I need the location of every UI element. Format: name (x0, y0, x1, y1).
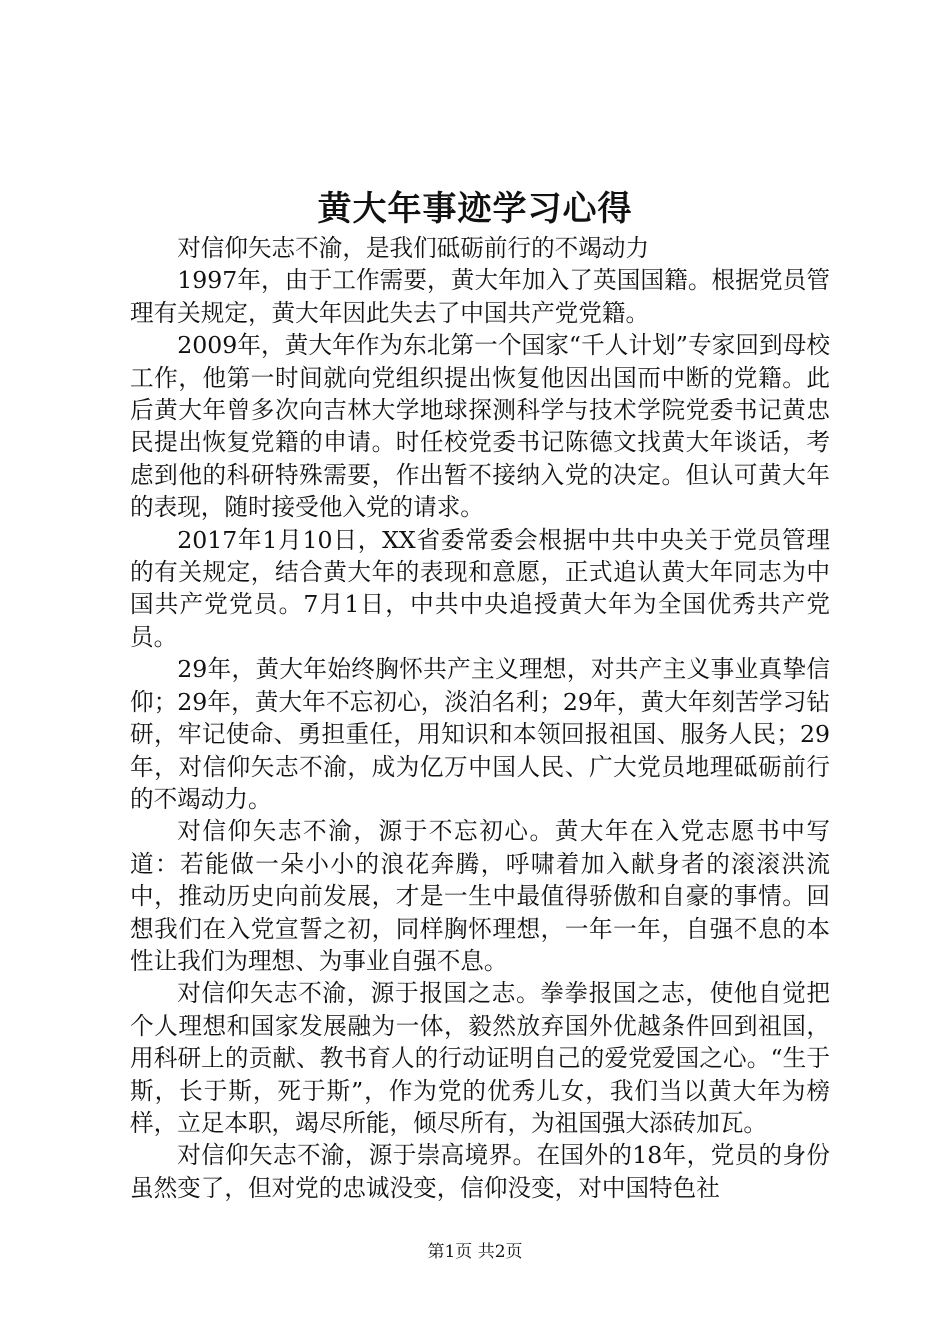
document-body (130, 232, 830, 1204)
paragraph: 对信仰矢志不渝，源于崇高境界。在国外的18年，党员的身份虽然变了，但对党的忠诚没变，信仰没变，对中国特色社 (130, 1141, 830, 1202)
paragraph: 2009年，黄大年作为东北第一个国家“千人计划”专家回到母校工作，他第一时间就向党组织提出恢复他因出国而中断的党籍。此后黄大年曾多次向吉林大学地球探测科学与技术学院党委书记黄忠民提出恢复党籍的申请。时任校党委书记陈德文找黄大年谈话，考虑到他的科研特殊需要，作出暂不接纳入党的决定。但认可黄大年的表现，随时接受他入党的请求。 (130, 331, 830, 522)
paragraph: 2017年1月10日，XX省委常委会根据中共中央关于党员管理的有关规定，结合黄大年的表现和意愿，正式追认黄大年同志为中国共产党党员。7月1日，中共中央追授黄大年为全国优秀共产党员。 (130, 525, 830, 651)
paragraph-subtitle: 对信仰矢志不渝，是我们砥砺前行的不竭动力 (177, 234, 650, 262)
paragraph: 对信仰矢志不渝，源于不忘初心。黄大年在入党志愿书中写道：若能做一朵小小的浪花奔腾，呼啸着加入献身者的滚滚洪流中，推动历史向前发展，才是一生中最值得骄傲和自豪的事情。回想我们在入党宣誓之初，同样胸怀理想，一年一年，自强不息的本性让我们为理想、为事业自强不息。 (130, 817, 830, 975)
document-title: 黄大年事迹学习心得 (317, 189, 633, 229)
paragraph: 1997年，由于工作需要，黄大年加入了英国国籍。根据党员管理有关规定，黄大年因此失去了中国共产党党籍。 (130, 266, 830, 327)
paragraph: 对信仰矢志不渝，源于报国之志。拳拳报国之志，使他自觉把个人理想和国家发展融为一体，毅然放弃国外优越条件回到祖国，用科研上的贡献、教书育人的行动证明自己的爱党爱国之心。“生于斯，长于斯，死于斯”，作为党的优秀儿女，我们当以黄大年为榜样，立足本职，竭尽所能，倾尽所有，为祖国强大添砖加瓦。 (130, 979, 830, 1137)
page-number-footer: 第1页 共2页 (427, 1242, 523, 1262)
paragraph: 29年，黄大年始终胸怀共产主义理想，对共产主义事业真挚信仰；29年，黄大年不忘初心，淡泊名利；29年，黄大年刻苦学习钻研，牢记使命、勇担重任，用知识和本领回报祖国、服务人民；29年，对信仰矢志不渝，成为亿万中国人民、广大党员地理砥砺前行的不竭动力。 (130, 655, 830, 813)
